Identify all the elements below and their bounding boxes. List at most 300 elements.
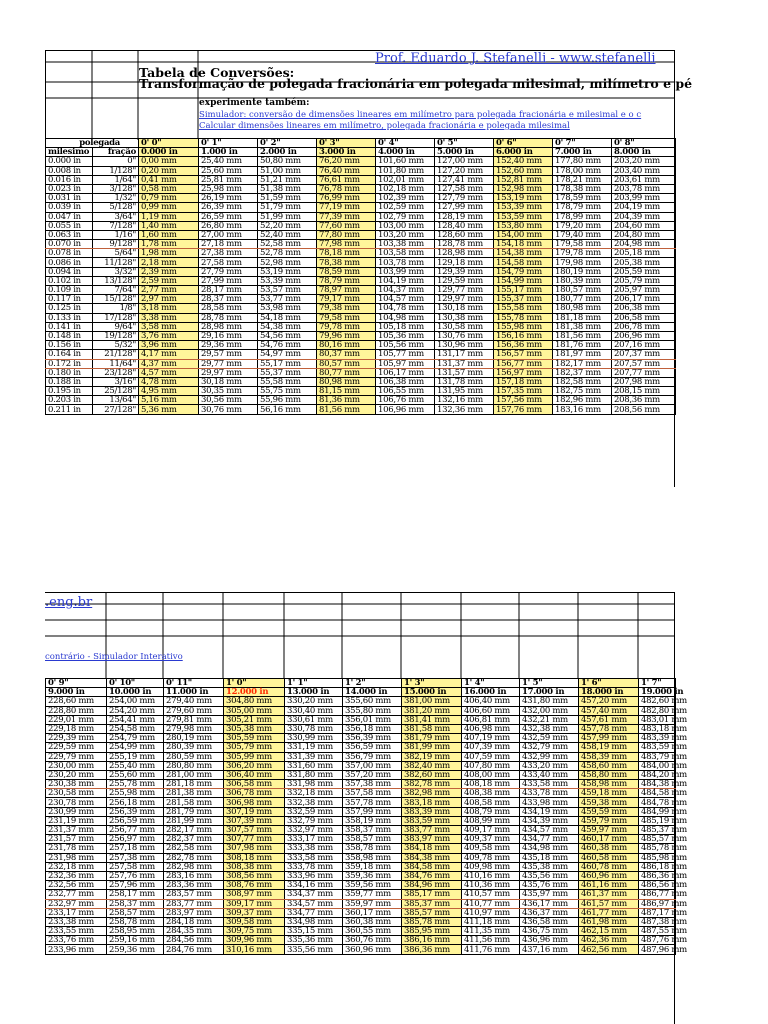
mm-cell: 408,18 mm: [462, 780, 520, 789]
mm-cell: 259,16 mm: [107, 936, 164, 945]
mm-cell: 333,96 mm: [285, 871, 343, 880]
mm-cell: 284,18 mm: [164, 917, 224, 926]
mm-cell: 381,99 mm: [402, 743, 462, 752]
mm-cell: 53,19 mm: [258, 267, 317, 276]
milesimo-cell: 0.023 in: [46, 184, 93, 193]
feet-header: 0' 11": [164, 679, 224, 688]
mm-cell: 157,18 mm: [494, 377, 553, 386]
mm-cell: 181,38 mm: [553, 322, 612, 331]
fraction-cell: 9/64": [93, 322, 139, 331]
mm-cell: 485,98 mm: [639, 853, 676, 862]
mm-cell: 182,17 mm: [553, 359, 612, 368]
mm-cell: 131,37 mm: [435, 359, 494, 368]
mm-cell: 459,18 mm: [579, 789, 639, 798]
fraction-cell: 13/64": [93, 396, 139, 405]
mm-cell: 279,98 mm: [164, 724, 224, 733]
inch-header: 11.000 in: [164, 688, 224, 697]
mm-cell: 129,18 mm: [435, 258, 494, 267]
mm-cell: 304,80 mm: [224, 697, 285, 706]
mm-cell: 485,37 mm: [639, 826, 676, 835]
mm-cell: 228,60 mm: [46, 697, 107, 706]
mm-cell: 207,77 mm: [612, 368, 676, 377]
mm-cell: 178,99 mm: [553, 212, 612, 221]
mm-cell: 178,00 mm: [553, 166, 612, 175]
feet-header: 0' 2": [258, 139, 317, 148]
mm-cell: 78,38 mm: [317, 258, 376, 267]
mm-cell: 382,60 mm: [402, 770, 462, 779]
mm-cell: 129,77 mm: [435, 286, 494, 295]
experiment-label: experimente também:: [199, 98, 310, 108]
mm-cell: 53,98 mm: [258, 304, 317, 313]
mm-cell: 305,00 mm: [224, 706, 285, 715]
milesimo-cell: 0.172 in: [46, 359, 93, 368]
mm-cell: 280,19 mm: [164, 734, 224, 743]
mm-cell: 106,38 mm: [376, 377, 435, 386]
fraction-cell: 3/32": [93, 267, 139, 276]
mm-cell: 105,97 mm: [376, 359, 435, 368]
mm-cell: 156,36 mm: [494, 341, 553, 350]
table-row: [46, 203, 676, 212]
mm-cell: 457,99 mm: [579, 734, 639, 743]
mm-cell: 280,80 mm: [164, 761, 224, 770]
mm-cell: 132,36 mm: [435, 405, 494, 414]
mm-cell: 258,78 mm: [107, 917, 164, 926]
mm-cell: 128,40 mm: [435, 221, 494, 230]
mm-cell: 104,78 mm: [376, 304, 435, 313]
mm-cell: 460,17 mm: [579, 835, 639, 844]
mm-cell: 152,60 mm: [494, 166, 553, 175]
mm-cell: 461,37 mm: [579, 890, 639, 899]
mm-cell: 230,78 mm: [46, 798, 107, 807]
mm-cell: 357,99 mm: [343, 807, 402, 816]
milesimo-cell: 0.078 in: [46, 249, 93, 258]
mm-cell: 461,57 mm: [579, 899, 639, 908]
mm-cell: 461,16 mm: [579, 881, 639, 890]
fraction-cell: 5/32": [93, 341, 139, 350]
mm-cell: 230,38 mm: [46, 780, 107, 789]
mm-cell: 78,79 mm: [317, 276, 376, 285]
feet-header: 0' 10": [107, 679, 164, 688]
mm-cell: 179,20 mm: [553, 221, 612, 230]
mm-cell: 385,57 mm: [402, 908, 462, 917]
mm-cell: 257,38 mm: [107, 853, 164, 862]
mm-cell: 79,96 mm: [317, 331, 376, 340]
table-row: [46, 304, 676, 313]
feet-header: 0' 5": [435, 139, 494, 148]
mm-cell: 305,38 mm: [224, 724, 285, 733]
mm-cell: 78,97 mm: [317, 286, 376, 295]
mm-cell: 180,39 mm: [553, 276, 612, 285]
mm-cell: 482,80 mm: [639, 706, 676, 715]
mm-cell: 153,19 mm: [494, 194, 553, 203]
mm-cell: 181,18 mm: [553, 313, 612, 322]
mm-cell: 254,00 mm: [107, 697, 164, 706]
mm-cell: 3,58 mm: [139, 322, 199, 331]
mm-cell: 437,16 mm: [520, 945, 579, 954]
mm-cell: 382,78 mm: [402, 780, 462, 789]
mm-cell: 436,17 mm: [520, 899, 579, 908]
mm-cell: 284,76 mm: [164, 945, 224, 954]
mm-cell: 435,38 mm: [520, 862, 579, 871]
mm-cell: 30,56 mm: [199, 396, 258, 405]
mm-cell: 333,58 mm: [285, 853, 343, 862]
mm-cell: 79,58 mm: [317, 313, 376, 322]
inch-header: 12.000 in: [224, 688, 285, 697]
mm-cell: 56,16 mm: [258, 405, 317, 414]
mm-cell: 281,58 mm: [164, 798, 224, 807]
mm-cell: 254,58 mm: [107, 724, 164, 733]
mm-cell: 29,16 mm: [199, 331, 258, 340]
mm-cell: 333,17 mm: [285, 835, 343, 844]
mm-cell: 458,60 mm: [579, 761, 639, 770]
mm-cell: 30,35 mm: [199, 387, 258, 396]
mm-cell: 28,98 mm: [199, 322, 258, 331]
mm-cell: 127,00 mm: [435, 157, 494, 166]
mm-cell: 1,60 mm: [139, 230, 199, 239]
interactive-simulator-link[interactable]: contrário - Simulador Interativo: [45, 652, 183, 662]
website-domain-link[interactable]: .eng.br: [45, 595, 93, 610]
mm-cell: 25,81 mm: [199, 175, 258, 184]
mm-cell: 81,56 mm: [317, 405, 376, 414]
fraction-cell: 1/8": [93, 304, 139, 313]
inch-header: 4.000 in: [376, 148, 435, 157]
mm-cell: 27,18 mm: [199, 240, 258, 249]
mm-cell: 155,37 mm: [494, 295, 553, 304]
mm-cell: 157,35 mm: [494, 387, 553, 396]
mm-cell: 434,39 mm: [520, 816, 579, 825]
mm-cell: 203,99 mm: [612, 194, 676, 203]
mm-cell: 457,40 mm: [579, 706, 639, 715]
inch-header: 10.000 in: [107, 688, 164, 697]
mm-cell: 358,37 mm: [343, 826, 402, 835]
mm-cell: 29,77 mm: [199, 359, 258, 368]
mm-cell: 81,15 mm: [317, 387, 376, 396]
mm-cell: 486,18 mm: [639, 862, 676, 871]
mm-cell: 3,96 mm: [139, 341, 199, 350]
table-row: [46, 945, 676, 954]
mm-cell: 334,98 mm: [285, 917, 343, 926]
mm-cell: 384,38 mm: [402, 853, 462, 862]
mm-cell: 0,58 mm: [139, 184, 199, 193]
inch-header: 17.000 in: [520, 688, 579, 697]
mm-cell: 127,20 mm: [435, 166, 494, 175]
mm-cell: 254,20 mm: [107, 706, 164, 715]
mm-cell: 228,80 mm: [46, 706, 107, 715]
feet-header: 0' 8": [612, 139, 676, 148]
mm-cell: 154,00 mm: [494, 230, 553, 239]
mm-cell: 283,77 mm: [164, 899, 224, 908]
milesimo-cell: 0.156 in: [46, 341, 93, 350]
mm-cell: 204,60 mm: [612, 221, 676, 230]
mm-cell: 231,19 mm: [46, 816, 107, 825]
mm-cell: 232,56 mm: [46, 881, 107, 890]
fraction-cell: 11/64": [93, 359, 139, 368]
mm-cell: 106,96 mm: [376, 405, 435, 414]
mm-cell: 51,79 mm: [258, 203, 317, 212]
mm-cell: 333,78 mm: [285, 862, 343, 871]
mm-cell: 484,78 mm: [639, 798, 676, 807]
mm-cell: 283,97 mm: [164, 908, 224, 917]
mm-cell: 309,75 mm: [224, 927, 285, 936]
sheet-page-1: [45, 50, 693, 487]
mm-cell: 385,37 mm: [402, 899, 462, 908]
milesimo-cell: 0.055 in: [46, 221, 93, 230]
mm-cell: 182,75 mm: [553, 387, 612, 396]
mm-cell: 154,99 mm: [494, 276, 553, 285]
mm-cell: 408,99 mm: [462, 816, 520, 825]
mm-cell: 459,97 mm: [579, 826, 639, 835]
mm-cell: 104,57 mm: [376, 295, 435, 304]
mm-cell: 156,77 mm: [494, 359, 553, 368]
mm-cell: 281,18 mm: [164, 780, 224, 789]
table-row: [46, 908, 676, 917]
table-row: [46, 405, 676, 414]
mm-cell: 383,59 mm: [402, 816, 462, 825]
mm-cell: 284,56 mm: [164, 936, 224, 945]
mm-cell: 335,36 mm: [285, 936, 343, 945]
mm-cell: 255,60 mm: [107, 770, 164, 779]
mm-cell: 26,80 mm: [199, 221, 258, 230]
fraction-cell: 27/128": [93, 405, 139, 414]
mm-cell: 131,57 mm: [435, 368, 494, 377]
mm-cell: 255,40 mm: [107, 761, 164, 770]
mm-cell: 1,19 mm: [139, 212, 199, 221]
mm-cell: 0,79 mm: [139, 194, 199, 203]
mm-cell: 81,36 mm: [317, 396, 376, 405]
mm-cell: 55,96 mm: [258, 396, 317, 405]
milesimo-cell: 0.164 in: [46, 350, 93, 359]
mm-cell: 257,58 mm: [107, 862, 164, 871]
mm-cell: 307,77 mm: [224, 835, 285, 844]
mm-cell: 54,38 mm: [258, 322, 317, 331]
table-row: [46, 761, 676, 770]
mm-cell: 308,18 mm: [224, 853, 285, 862]
fraction-cell: 1/32": [93, 194, 139, 203]
mm-cell: 487,55 mm: [639, 927, 676, 936]
mm-cell: 128,19 mm: [435, 212, 494, 221]
mm-cell: 305,59 mm: [224, 734, 285, 743]
mm-cell: 433,20 mm: [520, 761, 579, 770]
mm-cell: 383,97 mm: [402, 835, 462, 844]
mm-cell: 486,77 mm: [639, 890, 676, 899]
mm-cell: 207,57 mm: [612, 359, 676, 368]
mm-cell: 256,97 mm: [107, 835, 164, 844]
milesimo-cell: 0.141 in: [46, 322, 93, 331]
mm-cell: 4,78 mm: [139, 377, 199, 386]
mm-cell: 384,96 mm: [402, 881, 462, 890]
mm-cell: 30,76 mm: [199, 405, 258, 414]
mm-cell: 208,56 mm: [612, 405, 676, 414]
mm-cell: 182,58 mm: [553, 377, 612, 386]
inch-header: 7.000 in: [553, 148, 612, 157]
mm-cell: 358,19 mm: [343, 816, 402, 825]
mm-cell: 355,60 mm: [343, 697, 402, 706]
mm-cell: 53,39 mm: [258, 276, 317, 285]
mm-cell: 52,20 mm: [258, 221, 317, 230]
mm-cell: 408,38 mm: [462, 789, 520, 798]
mm-cell: 208,15 mm: [612, 387, 676, 396]
mm-cell: 255,19 mm: [107, 752, 164, 761]
fraction-cell: 17/128": [93, 313, 139, 322]
mm-cell: 25,60 mm: [199, 166, 258, 175]
mm-cell: 232,36 mm: [46, 871, 107, 880]
mm-cell: 54,18 mm: [258, 313, 317, 322]
mm-cell: 232,77 mm: [46, 890, 107, 899]
table-row: [46, 844, 676, 853]
mm-cell: 360,96 mm: [343, 945, 402, 954]
mm-cell: 54,56 mm: [258, 331, 317, 340]
mm-cell: 25,40 mm: [199, 157, 258, 166]
feet-header: 1' 7": [639, 679, 676, 688]
mm-cell: 4,95 mm: [139, 387, 199, 396]
mm-cell: 460,58 mm: [579, 853, 639, 862]
mm-cell: 411,18 mm: [462, 917, 520, 926]
mm-cell: 206,17 mm: [612, 295, 676, 304]
mm-cell: 153,39 mm: [494, 203, 553, 212]
mm-cell: 230,20 mm: [46, 770, 107, 779]
mm-cell: 410,77 mm: [462, 899, 520, 908]
inch-header: 14.000 in: [343, 688, 402, 697]
mm-cell: 306,20 mm: [224, 761, 285, 770]
mm-cell: 485,19 mm: [639, 816, 676, 825]
mm-cell: 410,97 mm: [462, 908, 520, 917]
table-row: [46, 166, 676, 175]
mm-cell: 457,20 mm: [579, 697, 639, 706]
mm-cell: 2,77 mm: [139, 286, 199, 295]
mm-cell: 127,79 mm: [435, 194, 494, 203]
mm-cell: 484,20 mm: [639, 770, 676, 779]
mm-cell: 232,97 mm: [46, 899, 107, 908]
fraction-cell: 1/128": [93, 166, 139, 175]
fraction-cell: 0": [93, 157, 139, 166]
mm-cell: 232,18 mm: [46, 862, 107, 871]
mm-cell: 384,18 mm: [402, 844, 462, 853]
author-website-link[interactable]: Prof. Eduardo J. Stefanelli - www.stefanelli: [375, 51, 656, 66]
mm-cell: 77,80 mm: [317, 230, 376, 239]
mm-cell: 76,99 mm: [317, 194, 376, 203]
mm-cell: 254,79 mm: [107, 734, 164, 743]
mm-cell: 28,78 mm: [199, 313, 258, 322]
mm-cell: 178,59 mm: [553, 194, 612, 203]
mm-cell: 254,41 mm: [107, 715, 164, 724]
mm-cell: 76,61 mm: [317, 175, 376, 184]
fraction-cell: 11/128": [93, 258, 139, 267]
mm-cell: 207,16 mm: [612, 341, 676, 350]
mm-cell: 487,96 mm: [639, 945, 676, 954]
conversion-table-2: [45, 678, 687, 955]
mm-cell: 409,17 mm: [462, 826, 520, 835]
milesimo-cell: 0.047 in: [46, 212, 93, 221]
mm-cell: 282,78 mm: [164, 853, 224, 862]
mm-cell: 408,58 mm: [462, 798, 520, 807]
mm-cell: 154,18 mm: [494, 240, 553, 249]
conversion-table-1: [45, 138, 676, 415]
table-row: [46, 221, 676, 230]
mm-cell: 331,19 mm: [285, 743, 343, 752]
mm-cell: 459,79 mm: [579, 816, 639, 825]
mm-cell: 179,98 mm: [553, 258, 612, 267]
mm-cell: 483,18 mm: [639, 724, 676, 733]
mm-cell: 432,79 mm: [520, 743, 579, 752]
mm-cell: 155,17 mm: [494, 286, 553, 295]
mm-cell: 77,19 mm: [317, 203, 376, 212]
mm-cell: 179,40 mm: [553, 230, 612, 239]
mm-cell: 52,78 mm: [258, 249, 317, 258]
mm-cell: 79,17 mm: [317, 295, 376, 304]
mm-cell: 103,38 mm: [376, 240, 435, 249]
mm-cell: 281,79 mm: [164, 807, 224, 816]
mm-cell: 355,80 mm: [343, 706, 402, 715]
table-row: [46, 853, 676, 862]
mm-cell: 51,00 mm: [258, 166, 317, 175]
mm-cell: 28,37 mm: [199, 295, 258, 304]
feet-header: 1' 0": [224, 679, 285, 688]
mm-cell: 308,76 mm: [224, 881, 285, 890]
mm-cell: 79,78 mm: [317, 322, 376, 331]
fraction-cell: 7/64": [93, 286, 139, 295]
mm-cell: 127,41 mm: [435, 175, 494, 184]
mm-cell: 1,40 mm: [139, 221, 199, 230]
mm-cell: 432,00 mm: [520, 706, 579, 715]
mm-cell: 284,35 mm: [164, 927, 224, 936]
milesimo-cell: 0.195 in: [46, 387, 93, 396]
mm-cell: 79,38 mm: [317, 304, 376, 313]
mm-cell: 76,20 mm: [317, 157, 376, 166]
mm-cell: 335,56 mm: [285, 945, 343, 954]
mm-cell: 258,37 mm: [107, 899, 164, 908]
mm-cell: 359,77 mm: [343, 890, 402, 899]
mm-cell: 203,61 mm: [612, 175, 676, 184]
mm-cell: 130,96 mm: [435, 341, 494, 350]
mm-cell: 229,01 mm: [46, 715, 107, 724]
mm-cell: 411,76 mm: [462, 945, 520, 954]
mm-cell: 309,37 mm: [224, 908, 285, 917]
mm-cell: 259,36 mm: [107, 945, 164, 954]
mm-cell: 258,57 mm: [107, 908, 164, 917]
mm-cell: 356,18 mm: [343, 724, 402, 733]
mm-cell: 207,98 mm: [612, 377, 676, 386]
mm-cell: 357,00 mm: [343, 761, 402, 770]
mm-cell: 306,98 mm: [224, 798, 285, 807]
mm-cell: 459,38 mm: [579, 798, 639, 807]
mm-cell: 407,39 mm: [462, 743, 520, 752]
feet-header: 0' 9": [46, 679, 107, 688]
table-row: [46, 706, 676, 715]
mm-cell: 307,19 mm: [224, 807, 285, 816]
mm-cell: 435,56 mm: [520, 871, 579, 880]
mm-cell: 103,99 mm: [376, 267, 435, 276]
mm-cell: 306,78 mm: [224, 789, 285, 798]
mm-cell: 179,78 mm: [553, 249, 612, 258]
mm-cell: 131,95 mm: [435, 387, 494, 396]
mm-cell: 386,16 mm: [402, 936, 462, 945]
mm-cell: 178,38 mm: [553, 184, 612, 193]
mm-cell: 483,79 mm: [639, 752, 676, 761]
mm-cell: 206,96 mm: [612, 331, 676, 340]
mm-cell: 483,39 mm: [639, 734, 676, 743]
table-row: [46, 258, 676, 267]
mm-cell: 459,59 mm: [579, 807, 639, 816]
mm-cell: 432,59 mm: [520, 734, 579, 743]
mm-cell: 178,21 mm: [553, 175, 612, 184]
calculator-link[interactable]: Calcular dimensões lineares em milímetro, polegada fracionária e polegada milesimal: [199, 121, 570, 131]
mm-cell: 255,98 mm: [107, 789, 164, 798]
mm-cell: 55,17 mm: [258, 359, 317, 368]
feet-header: 0' 6": [494, 139, 553, 148]
mm-cell: 102,59 mm: [376, 203, 435, 212]
simulator-link[interactable]: Simulador: conversão de dimensões lineares em milímetro para polegada fracionária e milesimal e o c: [199, 110, 642, 120]
mm-cell: 152,81 mm: [494, 175, 553, 184]
